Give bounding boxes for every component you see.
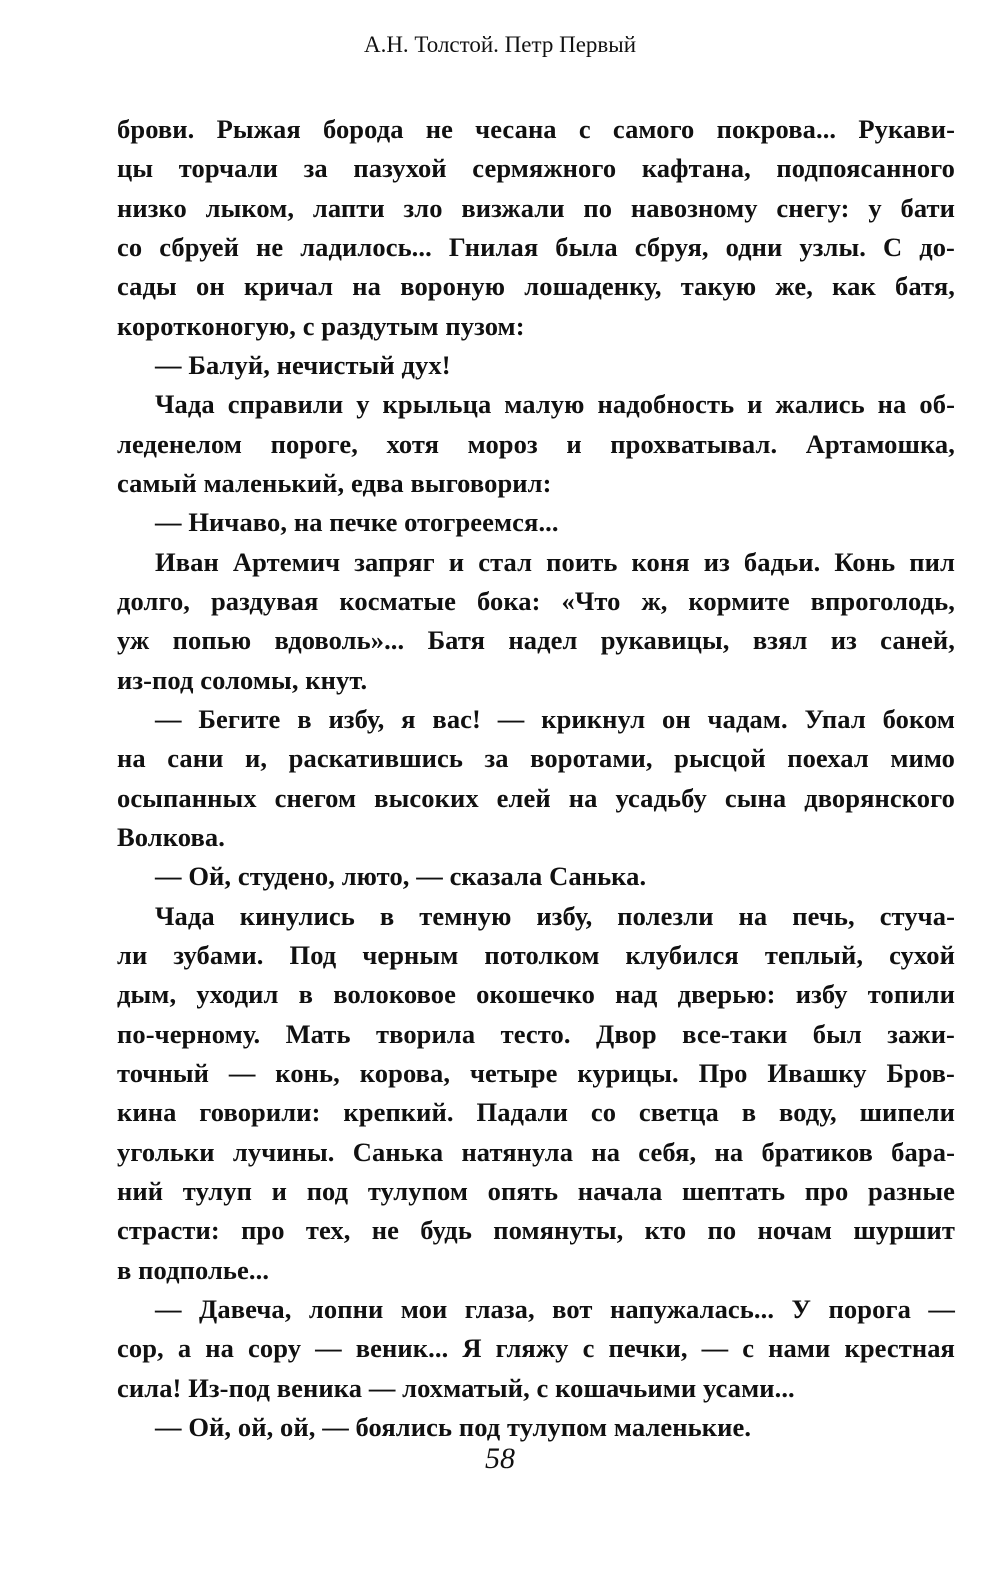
text-line: низко лыком, лапти зло визжали по навозному снегу: у бати: [117, 192, 955, 223]
text-line: по-черному. Мать творила тесто. Двор все-таки был зажи-: [117, 1018, 955, 1049]
text-line: Чада справили у крыльца малую надобность и жались на об-: [155, 389, 955, 420]
text-line: сор, а на сору — веник... Я гляжу с печки, — с нами крестная: [117, 1333, 955, 1364]
text-line: сады он кричал на вороную лошаденку, такую же, как батя,: [117, 271, 955, 302]
text-line: страсти: про тех, не будь помянуты, кто по ночам шуршит: [117, 1215, 955, 1246]
text-line: из-под соломы, кнут.: [117, 664, 368, 695]
page-number: 58: [485, 1442, 515, 1475]
text-line: на сани и, раскатившись за воротами, рысцой поехал мимо: [117, 743, 955, 774]
text-line: точный — конь, корова, четыре курицы. Про Ивашку Бров-: [117, 1057, 955, 1088]
text-line: уж попью вдоволь»... Батя надел рукавицы, взял из саней,: [117, 625, 955, 656]
text-line: Иван Артемич запряг и стал поить коня из бадьи. Конь пил: [155, 546, 955, 577]
text-line: кина говорили: крепкий. Падали со светца в воду, шипели: [117, 1097, 955, 1128]
text-line: дым, уходил в волоковое окошечко над дверью: избу топили: [117, 979, 955, 1010]
text-line: — Ой, студено, люто, — сказала Санька.: [155, 861, 647, 892]
text-line: цы торчали за пазухой сермяжного кафтана, подпоясанного: [117, 153, 955, 184]
text-line: — Давеча, лопни мои глаза, вот напужалась... У порога —: [155, 1293, 955, 1324]
text-line: самый маленький, едва выговорил:: [117, 467, 552, 498]
text-line: в подполье...: [117, 1254, 270, 1285]
text-line: Чада кинулись в темную избу, полезли на печь, стуча-: [155, 900, 955, 931]
text-line: ли зубами. Под черным потолком клубился теплый, сухой: [117, 939, 955, 970]
text-line: леденелом пороге, хотя мороз и прохватывал. Артамошка,: [117, 428, 955, 459]
text-line: сила! Из-под веника — лохматый, с кошачьими усами...: [117, 1372, 795, 1403]
text-line: угольки лучины. Санька натянула на себя, на братиков бара-: [117, 1136, 955, 1167]
text-line: брови. Рыжая борода не чесана с самого покрова... Рукави-: [117, 114, 955, 144]
text-line: долго, раздувая косматые бока: «Что ж, кормите впроголодь,: [117, 585, 955, 616]
text-line: осыпанных снегом высоких елей на усадьбу сына дворянского: [117, 782, 955, 813]
text-line: — Ничаво, на печке отогреемся...: [155, 507, 559, 538]
text-line: — Бегите в избу, я вас! — крикнул он чадам. Упал боком: [155, 703, 955, 734]
text-line: — Ой, ой, ой, — боялись под тулупом маленькие.: [155, 1411, 752, 1442]
text-line: со сбруей не ладилось... Гнилая была сбруя, одни узлы. С до-: [117, 231, 955, 262]
text-line: — Балуй, нечистый дух!: [155, 349, 451, 380]
text-line: Волкова.: [117, 821, 225, 852]
text-line: ний тулуп и под тулупом опять начала шептать про разные: [117, 1175, 955, 1206]
text-line: коротконогую, с раздутым пузом:: [117, 310, 525, 341]
running-header: А.Н. Толстой. Петр Первый: [363, 32, 637, 57]
